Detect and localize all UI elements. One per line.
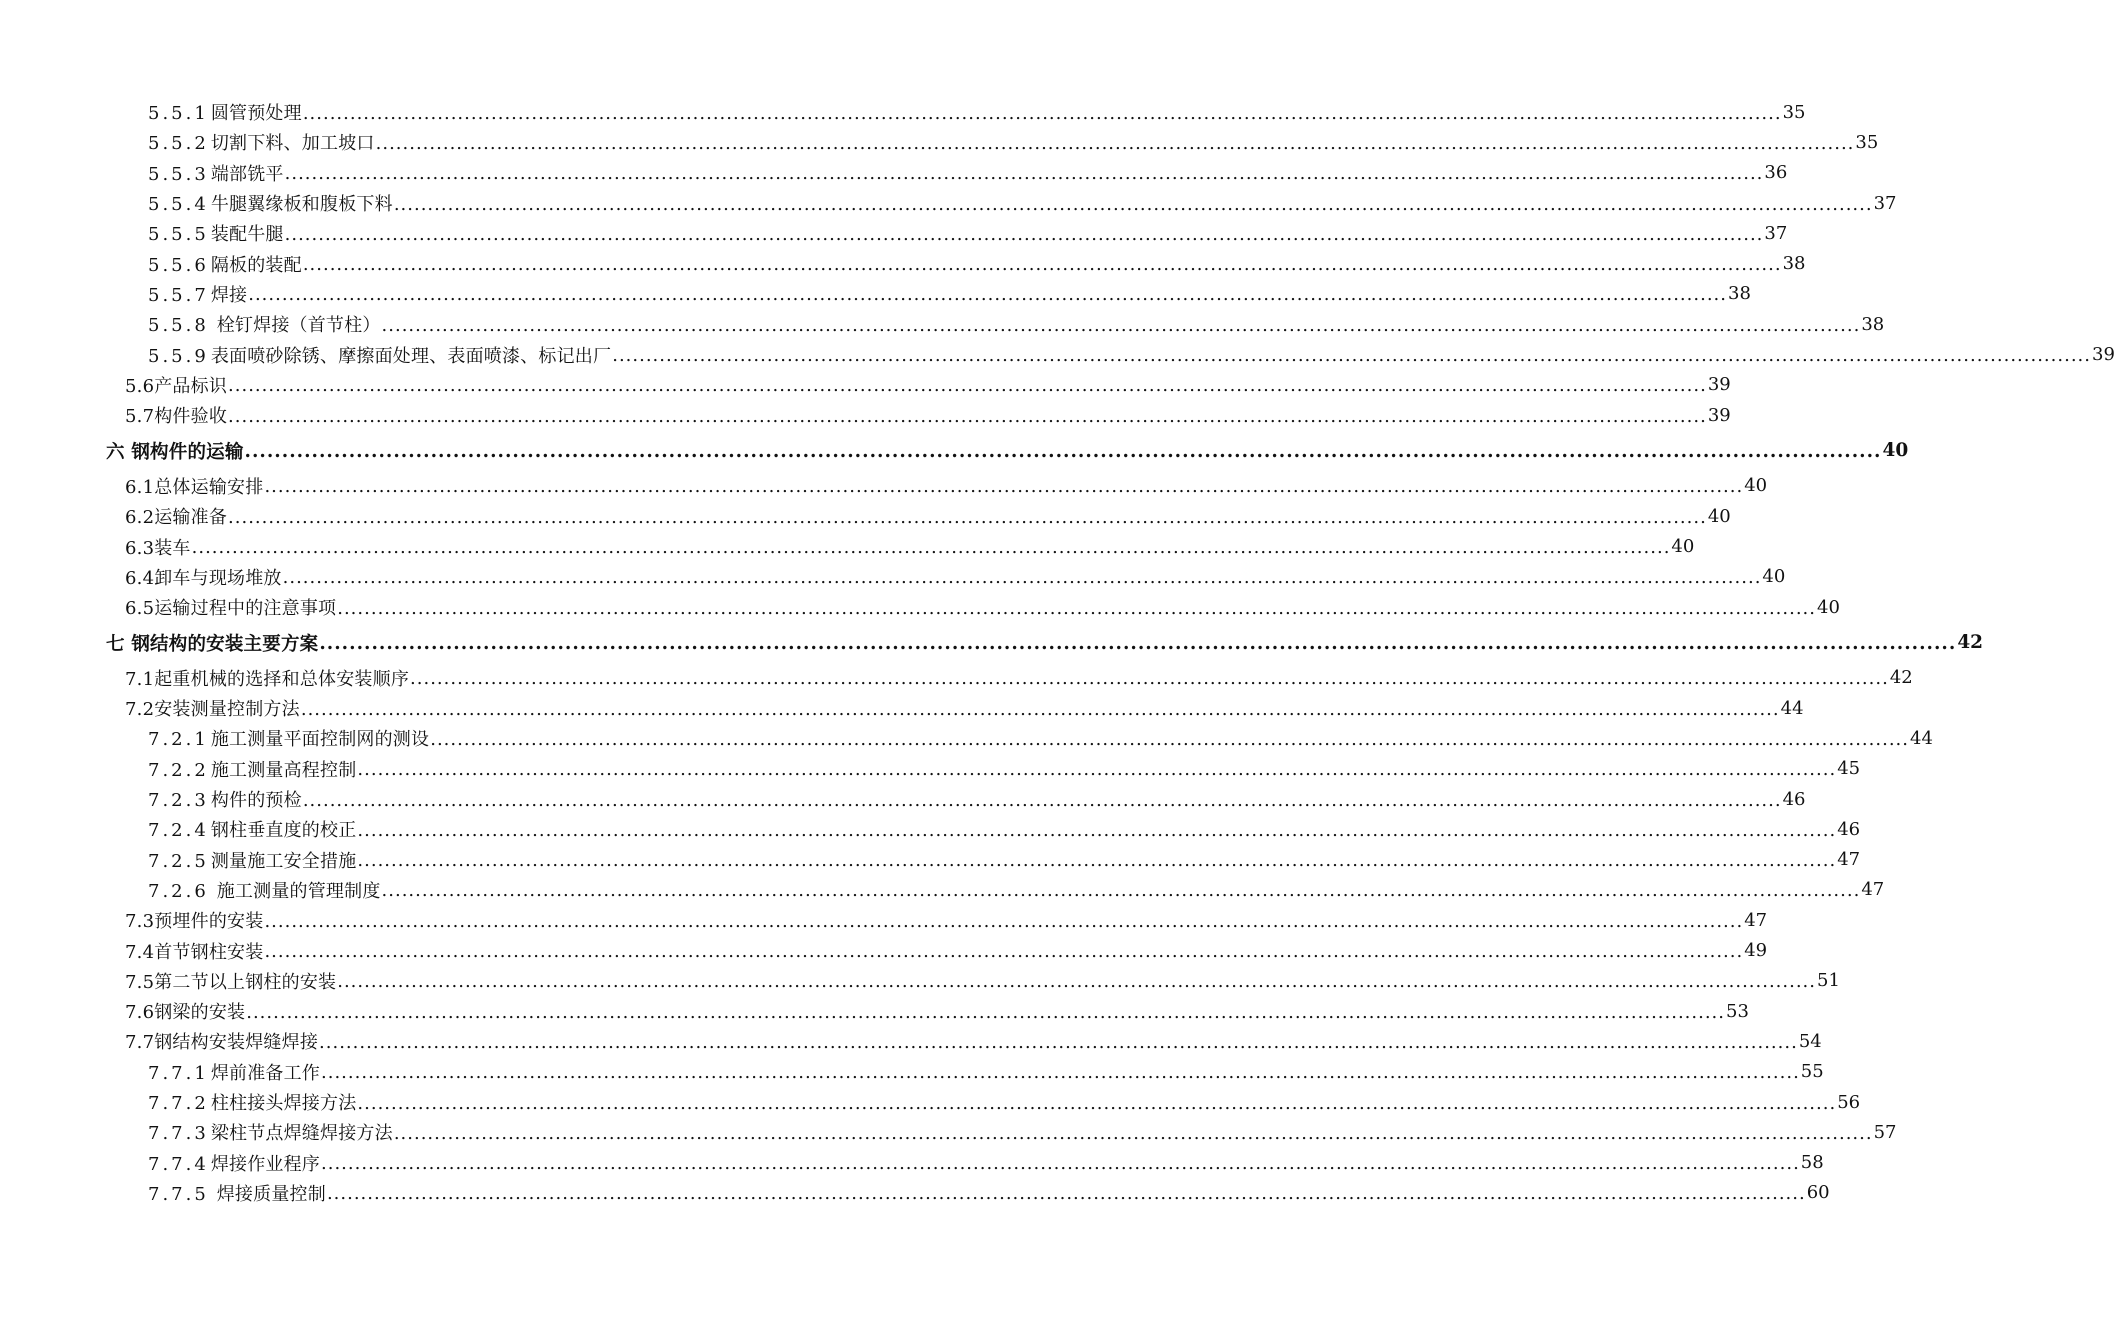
toc-entry-number: 6.5 xyxy=(125,598,155,620)
toc-entry[interactable] xyxy=(0,531,1695,561)
toc-entry[interactable] xyxy=(0,1148,1824,1178)
toc-entry-label xyxy=(125,473,263,499)
toc-page-number: 60 xyxy=(1806,1182,1830,1204)
toc-entry-number: 6.4 xyxy=(125,567,155,589)
toc-leader-dots: ............................................................................................................................................................................................................................ xyxy=(228,405,1707,427)
toc-entry[interactable] xyxy=(0,471,1768,501)
toc-entry-title: 测量施工安全措施 xyxy=(210,850,357,872)
toc-leader-dots: ............................................................................................................................................................................................................................ xyxy=(300,698,1780,720)
toc-entry-title: 牛腿翼缘板和腹板下料 xyxy=(210,194,393,216)
toc-entry-label xyxy=(148,160,284,186)
toc-entry-number: 6.3 xyxy=(125,537,155,559)
toc-leader-dots: ............................................................................................................................................................................................................................ xyxy=(337,971,1817,993)
toc-entry-label xyxy=(106,630,318,656)
toc-entry[interactable] xyxy=(0,814,1861,844)
toc-leader-dots: ............................................................................................................................................................................................................................ xyxy=(393,193,1873,215)
toc-entry-number: 5.5.3 xyxy=(148,163,209,185)
toc-entry-title: 预埋件的安装 xyxy=(154,911,264,933)
toc-leader-dots: ............................................................................................................................................................................................................................ xyxy=(326,1183,1806,1205)
toc-page-number: 44 xyxy=(1910,727,1933,749)
toc-leader-dots: ............................................................................................................................................................................................................................ xyxy=(357,850,1837,872)
toc-entry-title: 装车 xyxy=(154,537,191,559)
toc-leader-dots: ............................................................................................................................................................................................................................ xyxy=(264,476,1744,498)
toc-leader-dots: ............................................................................................................................................................................................................................ xyxy=(321,1062,1800,1084)
toc-entry[interactable] xyxy=(0,875,1885,905)
toc-leader-dots: ............................................................................................................................................................................................................................ xyxy=(248,284,1727,306)
toc-leader-dots: ............................................................................................................................................................................................................................ xyxy=(321,1153,1800,1175)
toc-leader-dots: ............................................................................................................................................................................................................................ xyxy=(375,132,1855,154)
toc-entry-number: 5.5.5 xyxy=(148,224,209,246)
toc-entry-number: 7.2.3 xyxy=(148,790,209,812)
toc-page-number: 38 xyxy=(1782,253,1806,275)
toc-page-number: 49 xyxy=(1744,940,1768,962)
toc-entry-label xyxy=(148,190,393,216)
toc-entry-title: 栓钉焊接（首节柱） xyxy=(210,315,381,337)
toc-entry-number: 7.2.1 xyxy=(148,729,209,751)
toc-entry-label xyxy=(125,1028,318,1054)
toc-entry-label xyxy=(125,907,263,933)
toc-entry-title: 梁柱节点焊缝焊接方法 xyxy=(210,1123,393,1145)
toc-entry-label xyxy=(125,938,263,964)
toc-page-number: 46 xyxy=(1837,818,1861,840)
toc-page-number: 38 xyxy=(1861,313,1885,335)
toc-entry-label xyxy=(125,503,227,529)
toc-entry-number: 7.4 xyxy=(125,941,155,963)
toc-entry-number: 7.7.4 xyxy=(148,1153,209,1175)
toc-page-number: 47 xyxy=(1861,879,1885,901)
toc-chapter-entry[interactable] xyxy=(0,622,1984,663)
toc-leader-dots: ............................................................................................................................................................................................................................ xyxy=(264,910,1744,932)
toc-entry-label xyxy=(148,877,381,903)
toc-entry-title: 焊接 xyxy=(210,284,248,306)
toc-leader-dots: ............................................................................................................................................................................................................................ xyxy=(302,102,1782,124)
toc-page-number: 42 xyxy=(1957,632,1984,653)
toc-leader-dots: ............................................................................................................................................................................................................................ xyxy=(246,1001,1726,1023)
toc-entry[interactable] xyxy=(0,1117,1897,1147)
toc-entry-number: 7.2.2 xyxy=(148,759,209,781)
toc-page-number: 46 xyxy=(1782,788,1806,810)
toc-entry-title: 构件验收 xyxy=(154,406,228,428)
toc-entry-title: 施工测量的管理制度 xyxy=(210,880,381,902)
toc-entry-number: 7.2.5 xyxy=(148,850,209,872)
toc-entry[interactable] xyxy=(0,784,1806,814)
toc-entry-number: 6.2 xyxy=(125,507,155,529)
toc-entry-label xyxy=(148,1089,356,1115)
toc-page-number: 42 xyxy=(1889,667,1913,689)
toc-entry-number: 7.5 xyxy=(125,971,155,993)
toc-page-number: 58 xyxy=(1800,1152,1824,1174)
toc-entry[interactable] xyxy=(0,905,1768,935)
toc-leader-dots: ............................................................................................................................................................................................................................ xyxy=(319,1031,1798,1053)
toc-entry-label xyxy=(125,402,227,428)
toc-entry-title: 首节钢柱安装 xyxy=(154,941,264,963)
toc-page-number: 51 xyxy=(1817,970,1840,992)
toc-leader-dots: ............................................................................................................................................................................................................................ xyxy=(357,819,1837,841)
toc-leader-dots: ............................................................................................................................................................................................................................ xyxy=(191,537,1671,558)
toc-entry-label xyxy=(148,220,284,246)
toc-entry-number: 7.7.5 xyxy=(148,1183,209,1205)
toc-entry-label xyxy=(125,695,300,721)
toc-page-number: 40 xyxy=(1882,440,1909,462)
toc-leader-dots: ............................................................................................................................................................................................................................ xyxy=(319,633,1957,654)
toc-leader-dots: ............................................................................................................................................................................................................................ xyxy=(612,345,2091,367)
toc-entry-title: 钢梁的安装 xyxy=(154,1002,246,1024)
toc-entry-title: 总体运输安排 xyxy=(154,476,264,498)
toc-entry-title: 圆管预处理 xyxy=(210,103,302,125)
toc-leader-dots: ............................................................................................................................................................................................................................ xyxy=(264,941,1744,963)
toc-entry-title: 运输过程中的注意事项 xyxy=(154,598,337,620)
toc-entry-title: 钢构件的运输 xyxy=(124,441,244,463)
toc-entry-title: 端部铣平 xyxy=(210,163,284,185)
toc-page-number: 35 xyxy=(1855,131,1879,153)
toc-entry[interactable] xyxy=(0,996,1749,1026)
toc-entry-label xyxy=(125,998,245,1024)
toc-entry-number: 7.7.2 xyxy=(148,1093,209,1115)
toc-page-number: 36 xyxy=(1764,162,1788,184)
toc-entry-title: 表面喷砂除锈、摩擦面处理、表面喷漆、标记出厂 xyxy=(210,345,612,367)
toc-entry[interactable] xyxy=(0,1026,1822,1056)
toc-entry[interactable] xyxy=(0,562,1786,592)
toc-entry[interactable] xyxy=(0,723,1933,753)
toc-entry-title: 切割下料、加工坡口 xyxy=(210,133,375,155)
toc-leader-dots: ............................................................................................................................................................................................................................ xyxy=(284,163,1764,185)
toc-entry-title: 焊接作业程序 xyxy=(210,1153,321,1175)
toc-leader-dots: ............................................................................................................................................................................................................................ xyxy=(228,506,1707,528)
toc-entry-number: 7.3 xyxy=(125,911,155,933)
toc-leader-dots: ............................................................................................................................................................................................................................ xyxy=(410,668,1889,690)
toc-entry[interactable] xyxy=(0,158,1788,188)
toc-entry-number: 5.5.6 xyxy=(148,254,209,276)
toc-entry-number: 7.6 xyxy=(125,1002,155,1024)
toc-page-number: 54 xyxy=(1798,1030,1822,1052)
toc-entry-number: 5.5.2 xyxy=(148,133,209,155)
toc-entry-label xyxy=(148,342,611,368)
toc-entry[interactable] xyxy=(0,1087,1861,1117)
toc-page-number: 47 xyxy=(1837,849,1861,871)
toc-entry-number: 7.2.6 xyxy=(148,880,209,902)
toc-chapter-entry[interactable] xyxy=(0,430,1909,471)
toc-entry-number: 7.2 xyxy=(125,699,155,721)
toc-entry[interactable] xyxy=(0,127,1879,157)
toc-entry-number: 六 xyxy=(106,441,125,463)
toc-leader-dots: ............................................................................................................................................................................................................................ xyxy=(302,254,1782,276)
toc-entry-number: 5.5.1 xyxy=(148,103,209,125)
toc-leader-dots: ............................................................................................................................................................................................................................ xyxy=(244,441,1882,463)
toc-entry-label xyxy=(148,129,375,155)
toc-page-number: 47 xyxy=(1744,909,1768,931)
toc-entry-number: 5.5.8 xyxy=(148,315,209,337)
toc-entry-label xyxy=(148,1150,320,1176)
toc-entry-label xyxy=(148,816,356,842)
toc-entry-number: 5.7 xyxy=(125,406,155,428)
toc-entry-label xyxy=(125,534,191,560)
toc-entry-number: 7.1 xyxy=(125,668,155,690)
toc-page-number: 40 xyxy=(1817,596,1840,618)
toc-page-number: 40 xyxy=(1762,566,1786,588)
toc-leader-dots: ............................................................................................................................................................................................................................ xyxy=(337,597,1817,619)
toc-entry-label xyxy=(125,372,227,398)
toc-leader-dots: ............................................................................................................................................................................................................................ xyxy=(381,880,1861,902)
toc-entry-label xyxy=(148,1119,393,1145)
toc-entry-title: 隔板的装配 xyxy=(210,254,302,276)
toc-entry[interactable] xyxy=(0,693,1804,723)
toc-entry[interactable] xyxy=(0,400,1731,430)
toc-entry[interactable] xyxy=(0,1057,1824,1087)
toc-leader-dots: ............................................................................................................................................................................................................................ xyxy=(393,1122,1873,1144)
toc-entry-label xyxy=(148,847,356,873)
toc-leader-dots: ............................................................................................................................................................................................................................ xyxy=(282,567,1762,589)
toc-entry-number: 7.2.4 xyxy=(148,820,209,842)
toc-page-number: 55 xyxy=(1800,1061,1824,1083)
toc-entry[interactable] xyxy=(0,248,1806,278)
toc-entry-title: 施工测量高程控制 xyxy=(210,759,357,781)
toc-page-number: 45 xyxy=(1837,758,1861,780)
toc-leader-dots: ............................................................................................................................................................................................................................ xyxy=(357,1092,1837,1114)
toc-entry-number: 5.5.7 xyxy=(148,284,209,306)
toc-entry-number: 5.5.9 xyxy=(148,345,209,367)
toc-entry-title: 构件的预检 xyxy=(210,790,302,812)
toc-page-number: 57 xyxy=(1873,1121,1897,1143)
toc-leader-dots: ............................................................................................................................................................................................................................ xyxy=(381,314,1861,336)
toc-entry[interactable] xyxy=(0,309,1885,339)
toc-page-number: 40 xyxy=(1744,475,1768,497)
toc-entry-label xyxy=(125,564,282,590)
toc-entry[interactable] xyxy=(0,935,1768,965)
toc-page-number: 39 xyxy=(1707,404,1731,426)
toc-entry[interactable] xyxy=(0,218,1788,248)
toc-entry[interactable] xyxy=(0,370,1731,400)
toc-entry-label xyxy=(148,251,302,277)
toc-page-number: 37 xyxy=(1764,222,1788,244)
toc-entry-label xyxy=(148,281,247,307)
toc-entry-title: 施工测量平面控制网的测设 xyxy=(210,729,430,751)
toc-entry-title: 运输准备 xyxy=(154,507,228,529)
toc-entry-title: 钢柱垂直度的校正 xyxy=(210,820,357,842)
toc-entry-title: 柱柱接头焊接方法 xyxy=(210,1093,357,1115)
toc-entry-label xyxy=(148,756,356,782)
table-of-contents xyxy=(0,97,2115,1208)
toc-entry-label xyxy=(106,438,244,464)
toc-entry-title: 安装测量控制方法 xyxy=(154,699,300,721)
toc-page-number: 39 xyxy=(2092,344,2115,366)
toc-entry-title: 钢结构的安装主要方案 xyxy=(124,633,319,655)
toc-entry-label xyxy=(125,594,336,620)
toc-entry-title: 产品标识 xyxy=(154,375,228,397)
toc-entry-label xyxy=(125,968,336,994)
toc-entry-number: 5.6 xyxy=(125,375,155,397)
toc-page-number: 35 xyxy=(1782,101,1806,123)
toc-page-number: 40 xyxy=(1671,536,1695,557)
toc-entry-label xyxy=(148,99,302,125)
toc-page-number: 53 xyxy=(1726,1000,1749,1022)
toc-page-number: 37 xyxy=(1873,192,1897,214)
toc-entry[interactable] xyxy=(0,339,2115,369)
toc-entry-title: 装配牛腿 xyxy=(210,224,284,246)
toc-leader-dots: ............................................................................................................................................................................................................................ xyxy=(228,375,1707,397)
toc-entry-title: 起重机械的选择和总体安装顺序 xyxy=(154,668,410,690)
toc-entry-label xyxy=(148,1059,320,1085)
toc-entry[interactable] xyxy=(0,592,1840,622)
toc-page-number: 39 xyxy=(1707,374,1731,396)
toc-leader-dots: ............................................................................................................................................................................................................................ xyxy=(357,759,1837,781)
toc-entry[interactable] xyxy=(0,663,1913,693)
toc-entry[interactable] xyxy=(0,754,1861,784)
toc-entry-title: 第二节以上钢柱的安装 xyxy=(154,971,337,993)
toc-entry-label xyxy=(148,1180,326,1206)
toc-page-number: 44 xyxy=(1780,697,1804,719)
toc-leader-dots: ............................................................................................................................................................................................................................ xyxy=(284,223,1764,245)
toc-entry-number: 5.5.4 xyxy=(148,194,209,216)
toc-entry[interactable] xyxy=(0,1178,1830,1208)
toc-entry-number: 七 xyxy=(106,633,125,655)
toc-page-number: 40 xyxy=(1707,505,1731,527)
toc-entry-title: 焊接质量控制 xyxy=(210,1183,326,1205)
toc-entry-title: 卸车与现场堆放 xyxy=(154,567,282,589)
toc-entry-label xyxy=(148,786,302,812)
toc-leader-dots: ............................................................................................................................................................................................................................ xyxy=(302,789,1782,811)
toc-entry[interactable] xyxy=(0,279,1751,309)
toc-page-number: 56 xyxy=(1837,1091,1861,1113)
toc-entry-title: 焊前准备工作 xyxy=(210,1062,321,1084)
toc-entry-number: 6.1 xyxy=(125,476,155,498)
toc-entry-number: 7.7.1 xyxy=(148,1062,209,1084)
toc-entry[interactable] xyxy=(0,845,1861,875)
toc-page-number: 38 xyxy=(1728,283,1751,305)
toc-leader-dots: ............................................................................................................................................................................................................................ xyxy=(430,728,1909,750)
toc-entry-label xyxy=(125,665,409,691)
toc-entry[interactable] xyxy=(0,97,1806,127)
toc-entry-title: 钢结构安装焊缝焊接 xyxy=(154,1032,319,1054)
toc-entry-number: 7.7.3 xyxy=(148,1123,209,1145)
toc-entry[interactable] xyxy=(0,966,1840,996)
toc-entry-number: 7.7 xyxy=(125,1032,155,1054)
toc-entry-label xyxy=(148,725,429,751)
toc-entry-label xyxy=(148,311,381,337)
toc-entry[interactable] xyxy=(0,188,1897,218)
toc-entry[interactable] xyxy=(0,501,1731,531)
